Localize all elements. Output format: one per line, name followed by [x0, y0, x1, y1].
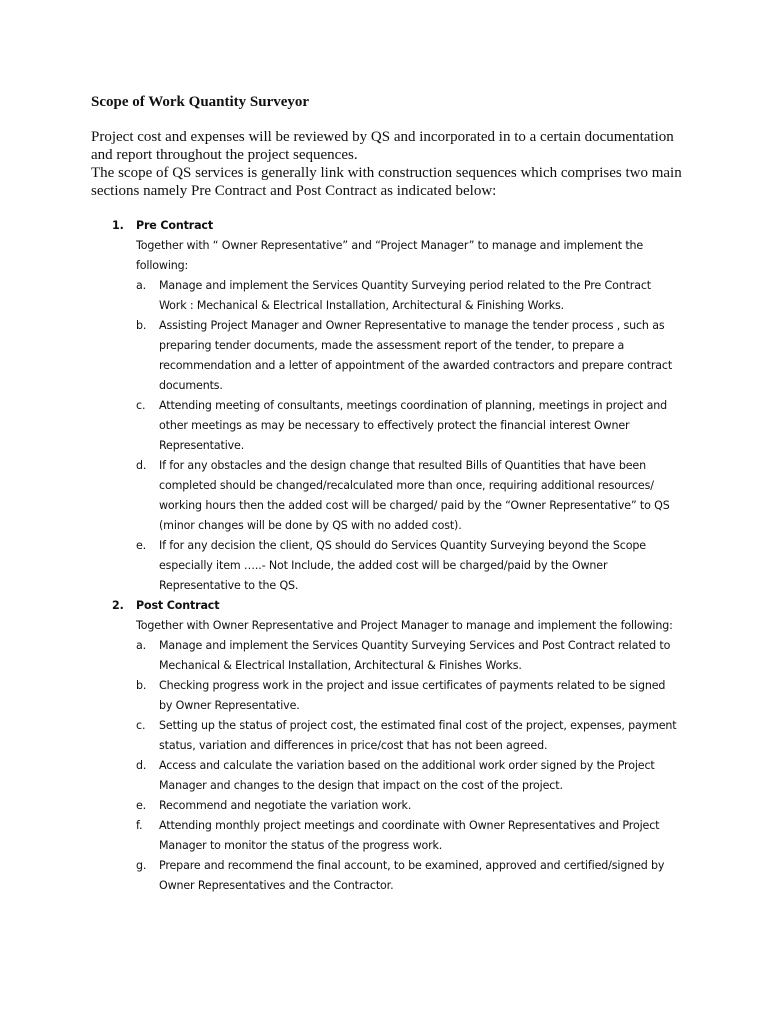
item-letter: a. [136, 279, 147, 292]
section-pre-contract [0, 216, 768, 596]
item-letter: e. [136, 539, 147, 552]
section-description: Together with “ Owner Representative” and “Project Manager” to manage and implement the following: [136, 239, 644, 272]
item-letter: b. [136, 679, 147, 692]
list-item [0, 816, 679, 856]
item-letter: f. [136, 819, 143, 832]
item-text: Setting up the status of project cost, the estimated final cost of the project, expenses, payment status, variation and differences in price/cost that has not been agreed. [159, 719, 677, 752]
item-letter: a. [136, 639, 147, 652]
item-text: If for any obstacles and the design change that resulted Bills of Quantities that have been completed should be changed/recalculated more than once, requiring additional resources/ working hours then the added cost will be charged/ paid by the “Owner Representative” to QS (minor changes will be done by QS with no added cost). [159, 459, 670, 532]
section-title: Pre Contract [136, 219, 213, 232]
section-number: 1. [112, 219, 124, 232]
item-letter: d. [136, 459, 147, 472]
item-letter: e. [136, 799, 147, 812]
list-item [0, 676, 679, 716]
sections-list [0, 216, 768, 896]
intro-paragraph-1: Project cost and expenses will be reviewed by QS and incorporated in to a certain documentation and report throughout the project sequences. [91, 129, 674, 163]
section-heading [0, 216, 768, 236]
document-title: Scope of Work Quantity Surveyor [91, 94, 310, 110]
item-letter: b. [136, 319, 147, 332]
item-text: Manage and implement the Services Quantity Surveying period related to the Pre Contract Work : Mechanical & Electrical Installation, Architectural & Finishing Works. [159, 279, 652, 312]
item-text: Prepare and recommend the final account, to be examined, approved and certified/signed by Owner Representatives and the Contractor. [159, 859, 665, 892]
list-item [0, 856, 679, 896]
section-items [0, 636, 768, 896]
section-post-contract [0, 596, 768, 896]
item-text: If for any decision the client, QS should do Services Quantity Surveying beyond the Scope especially item …..- Not Include, the added cost will be charged/paid by the Owner Representative to the QS. [159, 539, 646, 592]
list-item [0, 636, 679, 676]
item-letter: g. [136, 859, 147, 872]
section-title: Post Contract [136, 599, 220, 612]
list-item [0, 456, 679, 536]
section-items [0, 276, 768, 596]
list-item [0, 396, 679, 456]
item-letter: c. [136, 719, 146, 732]
section-heading [0, 596, 768, 616]
list-item [0, 316, 679, 396]
item-text: Assisting Project Manager and Owner Representative to manage the tender process , such as preparing tender documents, made the assessment report of the tender, to prepare a recommendation and a letter of appointment of the awarded contractors and prepare contract documents. [159, 319, 673, 392]
item-text: Recommend and negotiate the variation work. [159, 799, 412, 812]
item-text: Checking progress work in the project and issue certificates of payments related to be signed by Owner Representative. [159, 679, 666, 712]
item-text: Attending monthly project meetings and coordinate with Owner Representatives and Project Manager to monitor the status of the progress work. [159, 819, 660, 852]
item-text: Manage and implement the Services Quantity Surveying Services and Post Contract related to Mechanical & Electrical Installation, Architectural & Finishes Works. [159, 639, 671, 672]
item-text: Attending meeting of consultants, meetings coordination of planning, meetings in project and other meetings as may be necessary to effectively protect the financial interest Owner Representative. [159, 399, 668, 452]
list-item [0, 756, 679, 796]
intro-paragraph-2: The scope of QS services is generally link with construction sequences which comprises two main sections namely Pre Contract and Post Contract as indicated below: [91, 165, 682, 199]
list-item [0, 276, 679, 316]
item-letter: c. [136, 399, 146, 412]
list-item [0, 716, 679, 756]
list-item [0, 796, 679, 816]
item-letter: d. [136, 759, 147, 772]
section-description: Together with Owner Representative and Project Manager to manage and implement the following: [136, 619, 673, 632]
list-item [0, 536, 679, 596]
section-number: 2. [112, 599, 124, 612]
item-text: Access and calculate the variation based on the additional work order signed by the Project Manager and changes to the design that impact on the cost of the project. [159, 759, 655, 792]
intro-block [91, 128, 691, 200]
